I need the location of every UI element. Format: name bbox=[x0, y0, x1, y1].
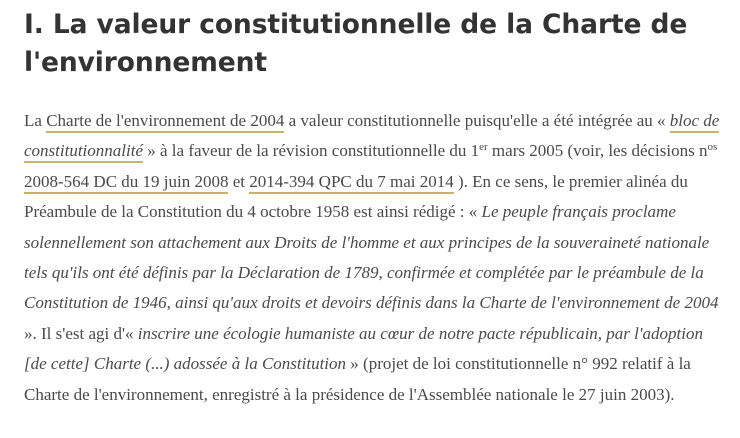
superscript-er: er bbox=[479, 141, 488, 154]
link-decision-2014-394-qpc[interactable]: 2014-394 QPC du 7 mai 2014 bbox=[249, 172, 453, 194]
section-heading-line-1: I. La valeur constitutionnelle de la Charte de bbox=[24, 9, 688, 40]
section-heading bbox=[24, 6, 724, 82]
superscript-os: os bbox=[707, 141, 718, 154]
link-decision-2008-564-dc[interactable]: 2008-564 DC du 19 juin 2008 bbox=[24, 172, 228, 194]
text-segment: ). En ce sens, le premier alinéa du Préambule de la Constitution du 4 octobre 1958 est ainsi rédigé : « bbox=[24, 171, 688, 222]
quote-projet-loi: inscrire une écologie humaniste au cœur de notre pacte républicain, par l'adoption [de cette] Charte (...) adossée à la Constitution bbox=[24, 323, 703, 374]
link-bloc-label: bloc de constitutionnalité bbox=[24, 111, 720, 161]
text-segment: La bbox=[24, 111, 47, 130]
text-segment: » (projet de loi constitutionnelle n° 992 relatif à la Charte de l'environnement, enregistré à la présidence de l'Assemblée nationale le 27 juin 2003). bbox=[24, 354, 691, 404]
article-content bbox=[24, 6, 724, 410]
body-paragraph bbox=[24, 106, 724, 410]
text-segment: ». Il s'est agi d'« bbox=[24, 323, 138, 343]
text-segment: a valeur constitutionnelle puisqu'elle a été intégrée au « bbox=[284, 111, 670, 130]
text-segment: mars 2005 (voir, les décisions n bbox=[487, 141, 708, 161]
quote-preambule: Le peuple français proclame solennellement son attachement aux Droits de l'homme et aux principes de la souveraineté nationale tels qu'ils ont été définis par la Déclaration de 1789, confirmée et complétée par le préambule de la Constitution de 1946, ainsi qu'aux droits et devoirs définis dans la Charte de l'environnement de 2004 bbox=[24, 202, 719, 313]
section-heading-line-2: l'environnement bbox=[24, 47, 267, 78]
link-charte-environnement[interactable]: Charte de l'environnement de 2004 bbox=[46, 111, 284, 133]
text-segment: et bbox=[228, 171, 250, 191]
text-segment: » à la faveur de la révision constitutionnelle du 1 bbox=[143, 141, 480, 161]
